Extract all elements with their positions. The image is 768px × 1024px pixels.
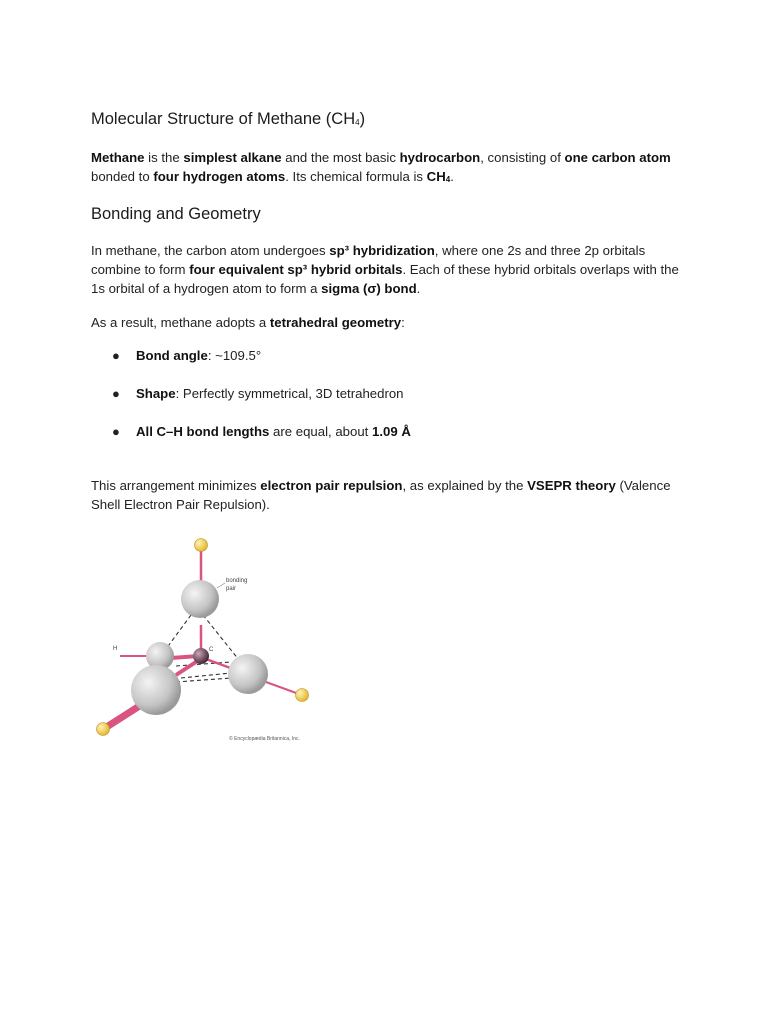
carbon-atom bbox=[193, 648, 209, 664]
section-heading: Bonding and Geometry bbox=[91, 205, 261, 223]
orbital-front bbox=[131, 665, 181, 715]
credit-text: © Encyclopædia Britannica, Inc. bbox=[229, 736, 300, 742]
list-item: ● Shape: Perfectly symmetrical, 3D tetrahedron bbox=[112, 386, 404, 401]
bonding-label: bonding bbox=[226, 578, 248, 584]
hydrogen-atom-top bbox=[195, 539, 208, 552]
hydrogen-atom-front bbox=[97, 723, 110, 736]
pair-label: pair bbox=[226, 586, 237, 592]
orbital-top bbox=[181, 580, 219, 618]
hydrogen-label: H bbox=[113, 646, 118, 652]
bonding-paragraph: In methane, the carbon atom undergoes sp³ hybridization, where one 2s and three 2p orbitals combine to form four equivalent sp³ hybrid orbitals. Each of these hybrid orbitals overlaps with the 1s orbital of a hydrogen atom to form a sigma (σ) bond. bbox=[91, 243, 679, 296]
intro-paragraph: Methane is the simplest alkane and the most basic hydrocarbon, consisting of one carbon atom bonded to four hydrogen atoms. Its chemical formula is $CH_4$. bbox=[91, 150, 671, 184]
geometry-list bbox=[91, 346, 411, 460]
conclusion-paragraph: This arrangement minimizes electron pair repulsion, as explained by the VSEPR theory (Valence Shell Electron Pair Repulsion). bbox=[91, 478, 671, 512]
list-item: ● Bond angle: ~109.5° bbox=[112, 348, 262, 363]
list-item: ● All C–H bond lengths are equal, about 1.09 Å bbox=[112, 424, 411, 439]
carbon-label: C bbox=[209, 647, 214, 653]
bullet-icon: ● bbox=[112, 348, 120, 363]
bullet-icon: ● bbox=[112, 424, 120, 439]
methane-tetrahedron-diagram bbox=[91, 530, 321, 745]
hydrogen-atom-right bbox=[296, 689, 309, 702]
page-title: Molecular Structure of Methane $(CH_4)$ bbox=[91, 110, 366, 128]
result-paragraph: As a result, methane adopts a tetrahedral geometry: bbox=[91, 315, 405, 330]
orbital-right bbox=[228, 654, 268, 694]
bullet-icon: ● bbox=[112, 386, 120, 401]
